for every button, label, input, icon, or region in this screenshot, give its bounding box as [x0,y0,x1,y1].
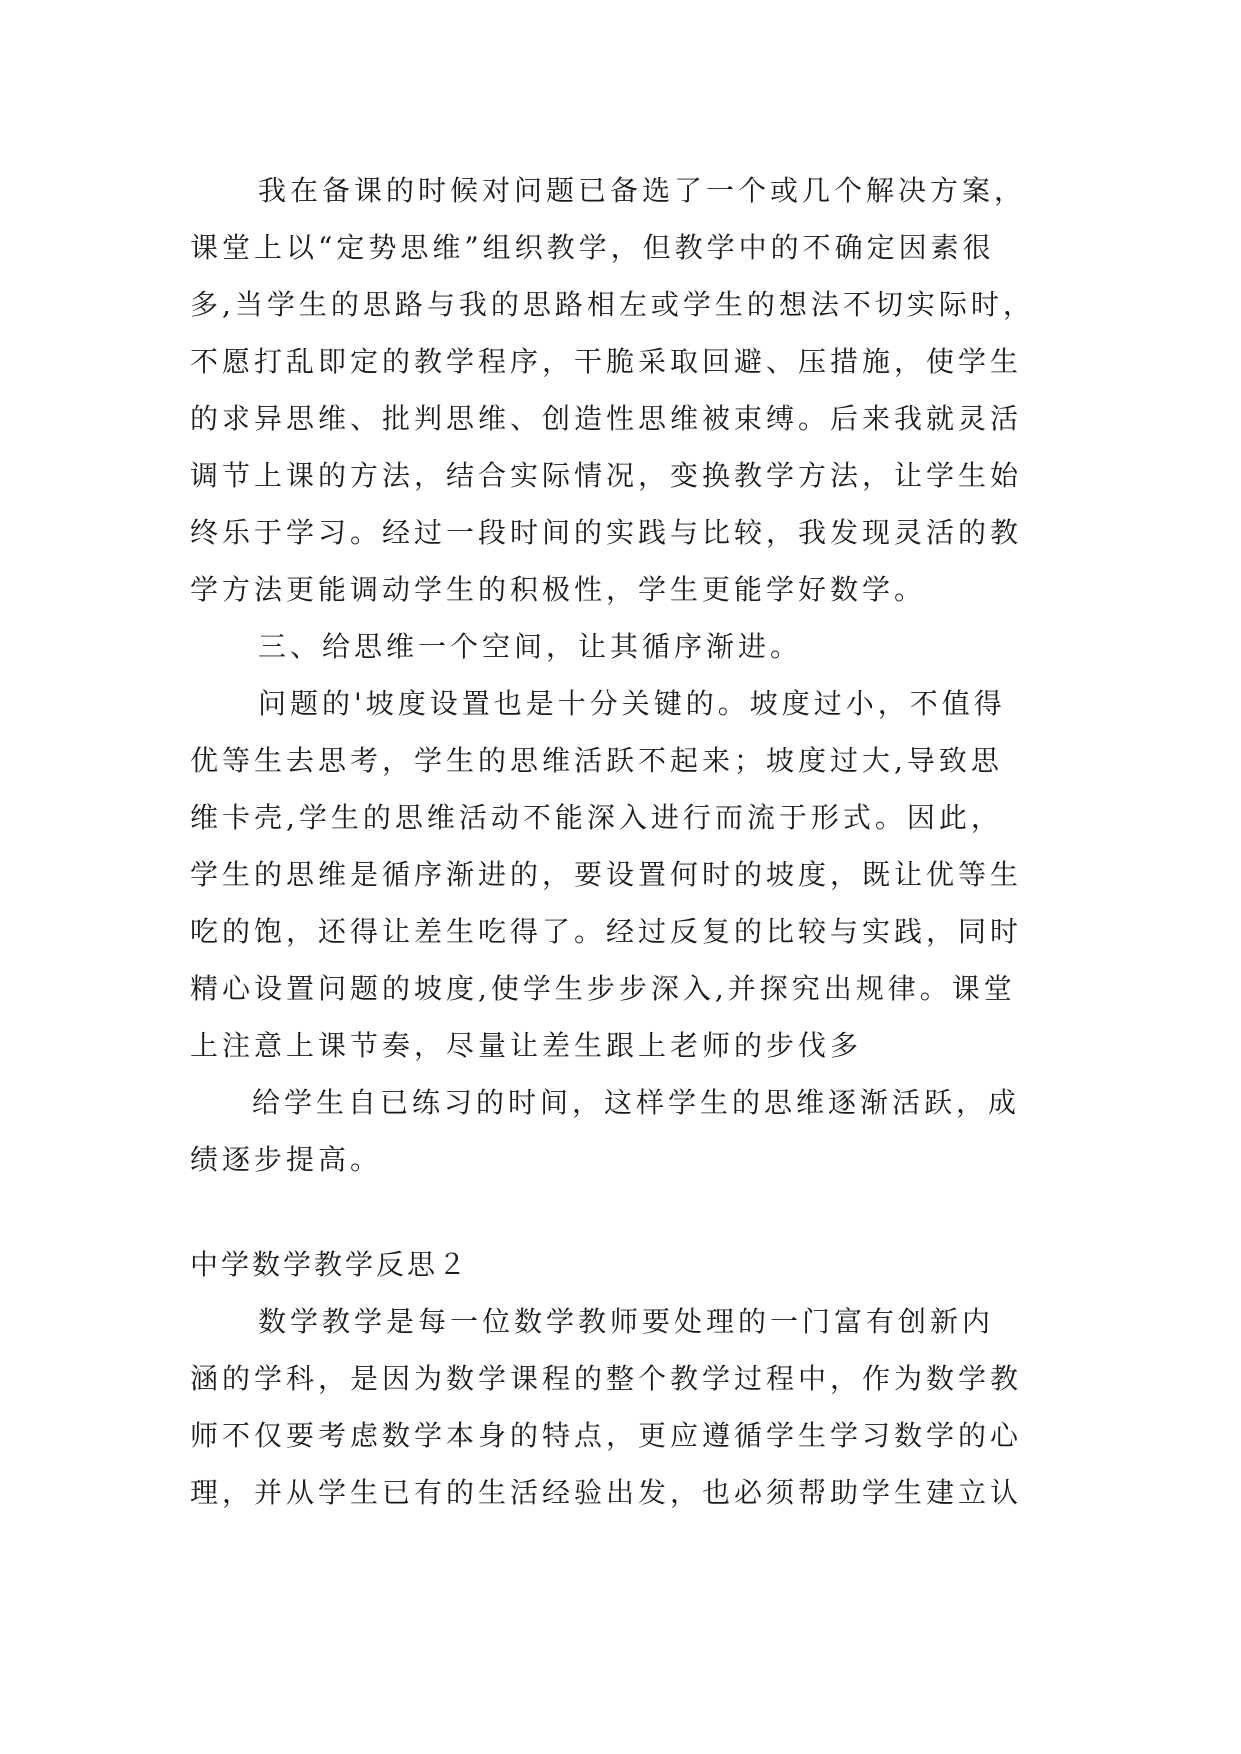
paragraph-line: 不愿打乱即定的教学程序，干脆采取回避、压措施，使学生 [190,345,1023,378]
paragraph-line: 调节上课的方法，结合实际情况，变换教学方法，让学生始 [190,459,1023,492]
section-heading: 中学数学教学反思２ [190,1248,470,1281]
paragraph-line: 终乐于学习。经过一段时间的实践与比较，我发现灵活的教 [190,516,1023,549]
section-subheading: 三、给思维一个空间，让其循序渐进。 [258,630,803,663]
document-body [190,162,1070,1521]
paragraph-line: 维卡壳,学生的思维活动不能深入进行而流于形式。因此， [190,801,1003,834]
paragraph-line: 吃的饱，还得让差生吃得了。经过反复的比较与实践，同时 [190,915,1023,948]
paragraph-line: 师不仅要考虑数学本身的特点，更应遵循学生学习数学的心 [190,1419,1023,1452]
paragraph-line: 课堂上以“定势思维”组织教学，但教学中的不确定因素很 [190,231,995,264]
paragraph-line: 精心设置问题的坡度,使学生步步深入,并探究出规律。课堂 [190,972,1016,1005]
paragraph-line: 给学生自已练习的时间，这样学生的思维逐渐活跃，成 [252,1086,1021,1119]
paragraph-line: 多,当学生的思路与我的思路相左或学生的想法不切实际时， [190,288,1035,321]
paragraph-line: 我在备课的时候对问题已备选了一个或几个解决方案， [258,174,1027,207]
section-spacer [190,1188,1070,1236]
paragraph-line: 涵的学科，是因为数学课程的整个教学过程中，作为数学教 [190,1362,1023,1395]
paragraph-line: 优等生去思考，学生的思维活跃不起来；坡度过大,导致思 [190,744,1003,777]
paragraph-line: 学生的思维是循序渐进的，要设置何时的坡度，既让优等生 [190,858,1023,891]
paragraph-line: 学方法更能调动学生的积极性，学生更能学好数学。 [190,573,927,606]
paragraph-line: 问题的'坡度设置也是十分关键的。坡度过小，不值得 [258,687,1006,720]
paragraph-line: 理，并从学生已有的生活经验出发，也必须帮助学生建立认 [190,1476,1023,1509]
paragraph-line: 数学教学是每一位数学教师要处理的一门富有创新内 [258,1305,995,1338]
paragraph-line: 上注意上课节奏，尽量让差生跟上老师的步伐多 [190,1029,863,1062]
paragraph-line: 的求异思维、批判思维、创造性思维被束缚。后来我就灵活 [190,402,1023,435]
paragraph-line: 绩逐步提高。 [190,1143,383,1176]
